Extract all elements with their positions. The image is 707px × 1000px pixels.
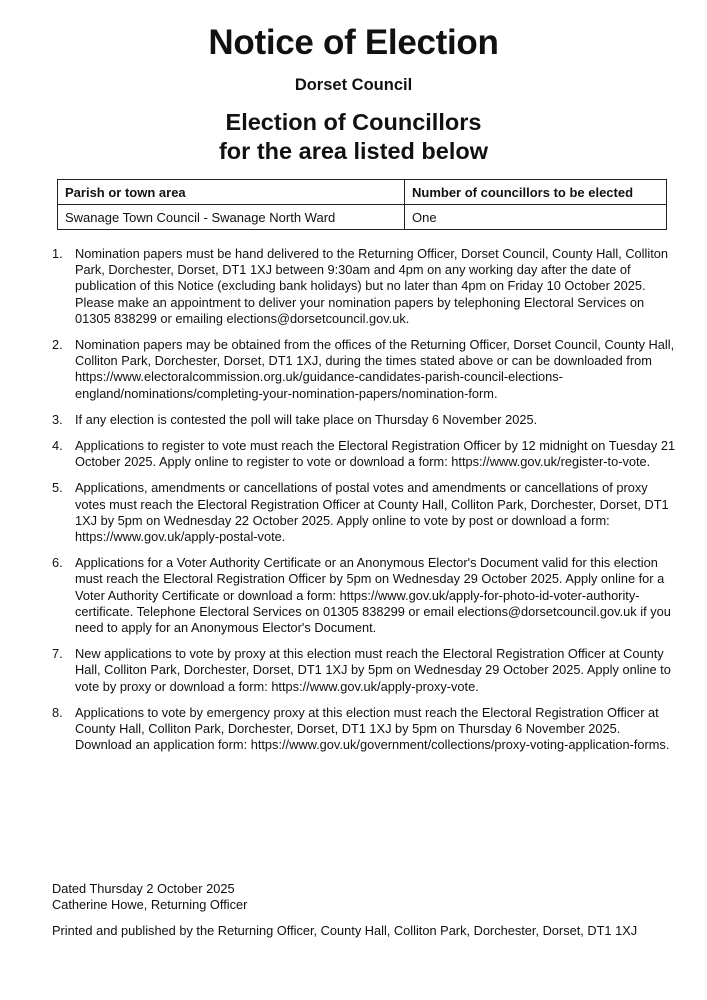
list-item xyxy=(0,646,707,695)
item-number: 7. xyxy=(52,646,63,662)
list-item xyxy=(0,480,707,545)
item-number: 5. xyxy=(52,480,63,496)
subtitle-line-2: for the area listed below xyxy=(218,138,488,164)
table-header-row xyxy=(58,180,667,205)
item-text: New applications to vote by proxy at this election must reach the Electoral Registration Officer at County Hall, Colliton Park, Dorchester, Dorset, DT1 1XJ by 5pm on Wednesday 29 October 2025. Apply online to vote by proxy or download a form: https://www.gov.uk/apply-proxy-vote. xyxy=(75,646,671,694)
list-item xyxy=(0,412,707,428)
item-text: Applications, amendments or cancellations of postal votes and amendments or cancellations of proxy votes must reach the Electoral Registration Officer at County Hall, Colliton Park, Dorchester, Dorset, DT1 1XJ by 5pm on Wednesday 22 October 2025. Apply online to vote by post or download a form: https://www.gov.uk/apply-postal-vote. xyxy=(75,480,669,545)
item-text: Nomination papers may be obtained from the offices of the Returning Officer, Dorset Council, County Hall, Colliton Park, Dorchester, Dorset, DT1 1XJ, during the times stated above or can be downloaded from https://www.electoralcommission.org.uk/guidance-candidates-parish-council-elections-england/nominations/completing-your-nomination-papers/nomination-form. xyxy=(75,337,675,401)
item-number: 8. xyxy=(52,704,63,720)
list-item xyxy=(0,705,707,754)
cell-councillor-count: One xyxy=(405,205,667,230)
areas-table xyxy=(57,179,667,230)
item-number: 1. xyxy=(52,246,63,261)
item-number: 3. xyxy=(52,411,63,427)
table-row xyxy=(58,205,667,230)
list-item xyxy=(0,438,707,470)
notice-footer xyxy=(52,881,682,950)
item-text: Applications to vote by emergency proxy at this election must reach the Electoral Registration Officer at County Hall, Colliton Park, Dorchester, Dorset, DT1 1XJ by 5pm on Thursday 6 November 2025. Download an application form: https://www.gov.uk/government/collections/proxy-voting-application-forms. xyxy=(75,704,670,753)
list-item xyxy=(0,337,707,402)
header-parish-area: Parish or town area xyxy=(58,180,405,205)
list-item xyxy=(0,555,707,636)
notice-items xyxy=(0,246,707,763)
notice-title: Notice of Election xyxy=(208,23,499,62)
list-item xyxy=(0,246,707,327)
dated-line: Dated Thursday 2 October 2025 xyxy=(52,881,235,896)
imprint: Printed and published by the Returning Officer, County Hall, Colliton Park, Dorchester, Dorset, DT1 1XJ xyxy=(52,923,638,939)
item-number: 2. xyxy=(52,337,63,353)
item-text: Nomination papers must be hand delivered to the Returning Officer, Dorset Council, County Hall, Colliton Park, Dorchester, Dorset, DT1 1XJ between 9:30am and 4pm on any working day after the date of publication of this Notice (excluding bank holidays) but no later than 4pm on Friday 10 October 2025. Please make an appointment to deliver your nomination papers by telephoning Electoral Services on 01305 838299 or emailing elections@dorsetcouncil.gov.uk. xyxy=(75,246,668,326)
election-subtitle xyxy=(0,108,707,166)
item-text: Applications to register to vote must reach the Electoral Registration Officer by 12 midnight on Tuesday 21 October 2025. Apply online to register to vote or download a form: https://www.gov.uk/register-to-vote. xyxy=(75,438,676,470)
subtitle-line-1: Election of Councillors xyxy=(225,109,482,135)
cell-parish-area: Swanage Town Council - Swanage North Ward xyxy=(58,205,405,230)
council-name: Dorset Council xyxy=(294,76,413,94)
item-text: Applications for a Voter Authority Certificate or an Anonymous Elector's Document valid for this election must reach the Electoral Registration Officer by 5pm on Wednesday 29 October 2025. Apply online for a Voter Authority Certificate or download a form: https://www.gov.uk/apply-for-photo-id-voter-authority-certificate. Telephone Electoral Services on 01305 838299 or email elections@dorsetcouncil.gov.uk if you need to apply for an Anonymous Elector's Document. xyxy=(75,555,671,636)
item-number: 6. xyxy=(52,555,63,571)
signatory-line: Catherine Howe, Returning Officer xyxy=(52,897,248,913)
item-text: If any election is contested the poll will take place on Thursday 6 November 2025. xyxy=(75,411,538,427)
item-number: 4. xyxy=(52,438,63,454)
signature-block xyxy=(52,881,682,913)
header-councillor-count: Number of councillors to be elected xyxy=(405,180,667,205)
